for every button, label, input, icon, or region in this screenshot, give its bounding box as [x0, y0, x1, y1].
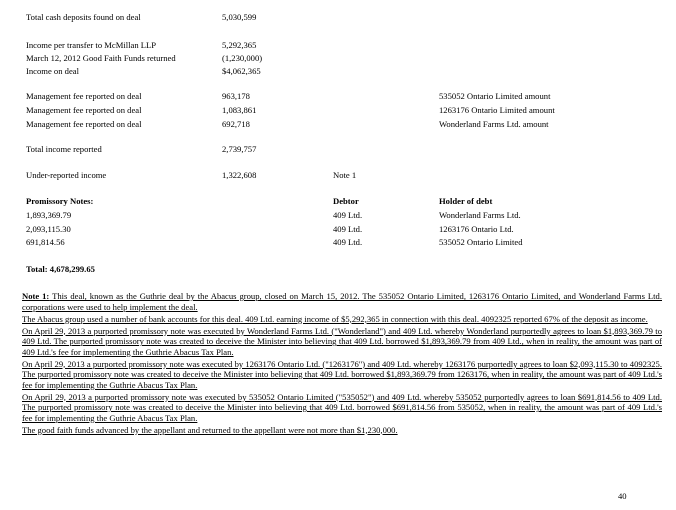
note-1-label: Note 1: [22, 291, 50, 301]
note-1-paragraph [22, 291, 662, 312]
income-row-value: $4,062,365 [222, 66, 261, 76]
note-paragraph: On April 29, 2013 a purported promissory note was executed by Wonderland Farms Ltd. ("Wonderland") and 409 Ltd. whereby Wonderland purportedly agrees to loan $1,893,369.79 to 409 Ltd. The purported promissory note was created to deceive the Minister into believing that 409 Ltd. borrowed $1,893,369.79 from 409 Ltd., when in reality, the amount was part of 409 Ltd.'s fee for implementing the Guthrie Abacus Tax Plan. [22, 325, 662, 357]
promissory-amount: 691,814.56 [26, 237, 65, 247]
management-fee-value: 692,718 [222, 119, 250, 129]
promissory-debtor: 409 Ltd. [333, 237, 363, 247]
note-paragraph: On April 29, 2013 a purported promissory note was executed by 535052 Ontario Limited ("535052") and 409 Ltd. whereby 535052 purportedly agrees to loan $691,814.56 to 409 Ltd. The purported promissory note was created to deceive the Minister into believing that 409 Ltd. borrowed $691,814.56 from 535052, when in reality, the amount was part of 409 Ltd.'s fee for implementing the Guthrie Abacus Tax Plan. [22, 391, 662, 423]
debtor-header: Debtor [333, 196, 359, 206]
note-paragraph: The good faith funds advanced by the appellant and returned to the appellant were not more than $1,230,000. [22, 424, 398, 435]
promissory-total: Total: 4,678,299.65 [26, 264, 95, 274]
management-fee-entity: 1263176 Ontario Limited amount [439, 105, 555, 115]
note-paragraph: On April 29, 2013 a purported promissory note was executed by 1263176 Ontario Ltd. ("1263176") and 409 Ltd. whereby 1263176 purportedly agrees to loan $2,093,115.30 to 4092325. The purported promissory note was created to deceive the Minister into believing that 409 Ltd. borrowed $1,893,369.79 from 1263176, when in reality, the amount was part of 409 Ltd.'s fee for implementing the Guthrie Abacus Tax Plan. [22, 358, 662, 390]
under-reported-income-value: 1,322,608 [222, 170, 257, 180]
income-row-label: Income on deal [26, 66, 79, 76]
promissory-holder: 535052 Ontario Limited [439, 237, 523, 247]
notes-section [22, 291, 662, 437]
income-row-label: March 12, 2012 Good Faith Funds returned [26, 53, 176, 63]
total-cash-deposits-value: 5,030,599 [222, 12, 257, 22]
promissory-holder: Wonderland Farms Ltd. [439, 210, 521, 220]
promissory-notes-header: Promissory Notes: [26, 196, 94, 206]
under-reported-income-label: Under-reported income [26, 170, 107, 180]
promissory-amount: 2,093,115.30 [26, 224, 71, 234]
management-fee-label: Management fee reported on deal [26, 119, 142, 129]
income-row-label: Income per transfer to McMillan LLP [26, 40, 157, 50]
note-reference: Note 1 [333, 170, 357, 180]
promissory-debtor: 409 Ltd. [333, 210, 363, 220]
income-row-value: (1,230,000) [222, 53, 263, 63]
management-fee-value: 1,083,861 [222, 105, 257, 115]
promissory-debtor: 409 Ltd. [333, 224, 363, 234]
promissory-holder: 1263176 Ontario Ltd. [439, 224, 514, 234]
management-fee-label: Management fee reported on deal [26, 105, 142, 115]
total-income-reported-label: Total income reported [26, 144, 102, 154]
income-row-value: 5,292,365 [222, 40, 257, 50]
note-paragraph: The Abacus group used a number of bank accounts for this deal. 409 Ltd. earning income of $5,292,365 in connection with this deal. 4092325 reported 67% of the deposit as income. [22, 313, 648, 324]
holder-of-debt-header: Holder of debt [439, 196, 493, 206]
management-fee-entity: Wonderland Farms Ltd. amount [439, 119, 549, 129]
total-income-reported-value: 2,739,757 [222, 144, 257, 154]
management-fee-label: Management fee reported on deal [26, 91, 142, 101]
page-number: 40 [618, 491, 627, 501]
promissory-amount: 1,893,369.79 [26, 210, 72, 220]
management-fee-value: 963,178 [222, 91, 250, 101]
management-fee-entity: 535052 Ontario Limited amount [439, 91, 551, 101]
total-cash-deposits-label: Total cash deposits found on deal [26, 12, 141, 22]
note-1-text: This deal, known as the Guthrie deal by the Abacus group, closed on March 15, 2012. The 535052 Ontario Limited, 1263176 Ontario Limited, and Wonderland Farms Ltd. corporations were used to help implement the deal. [22, 291, 662, 312]
